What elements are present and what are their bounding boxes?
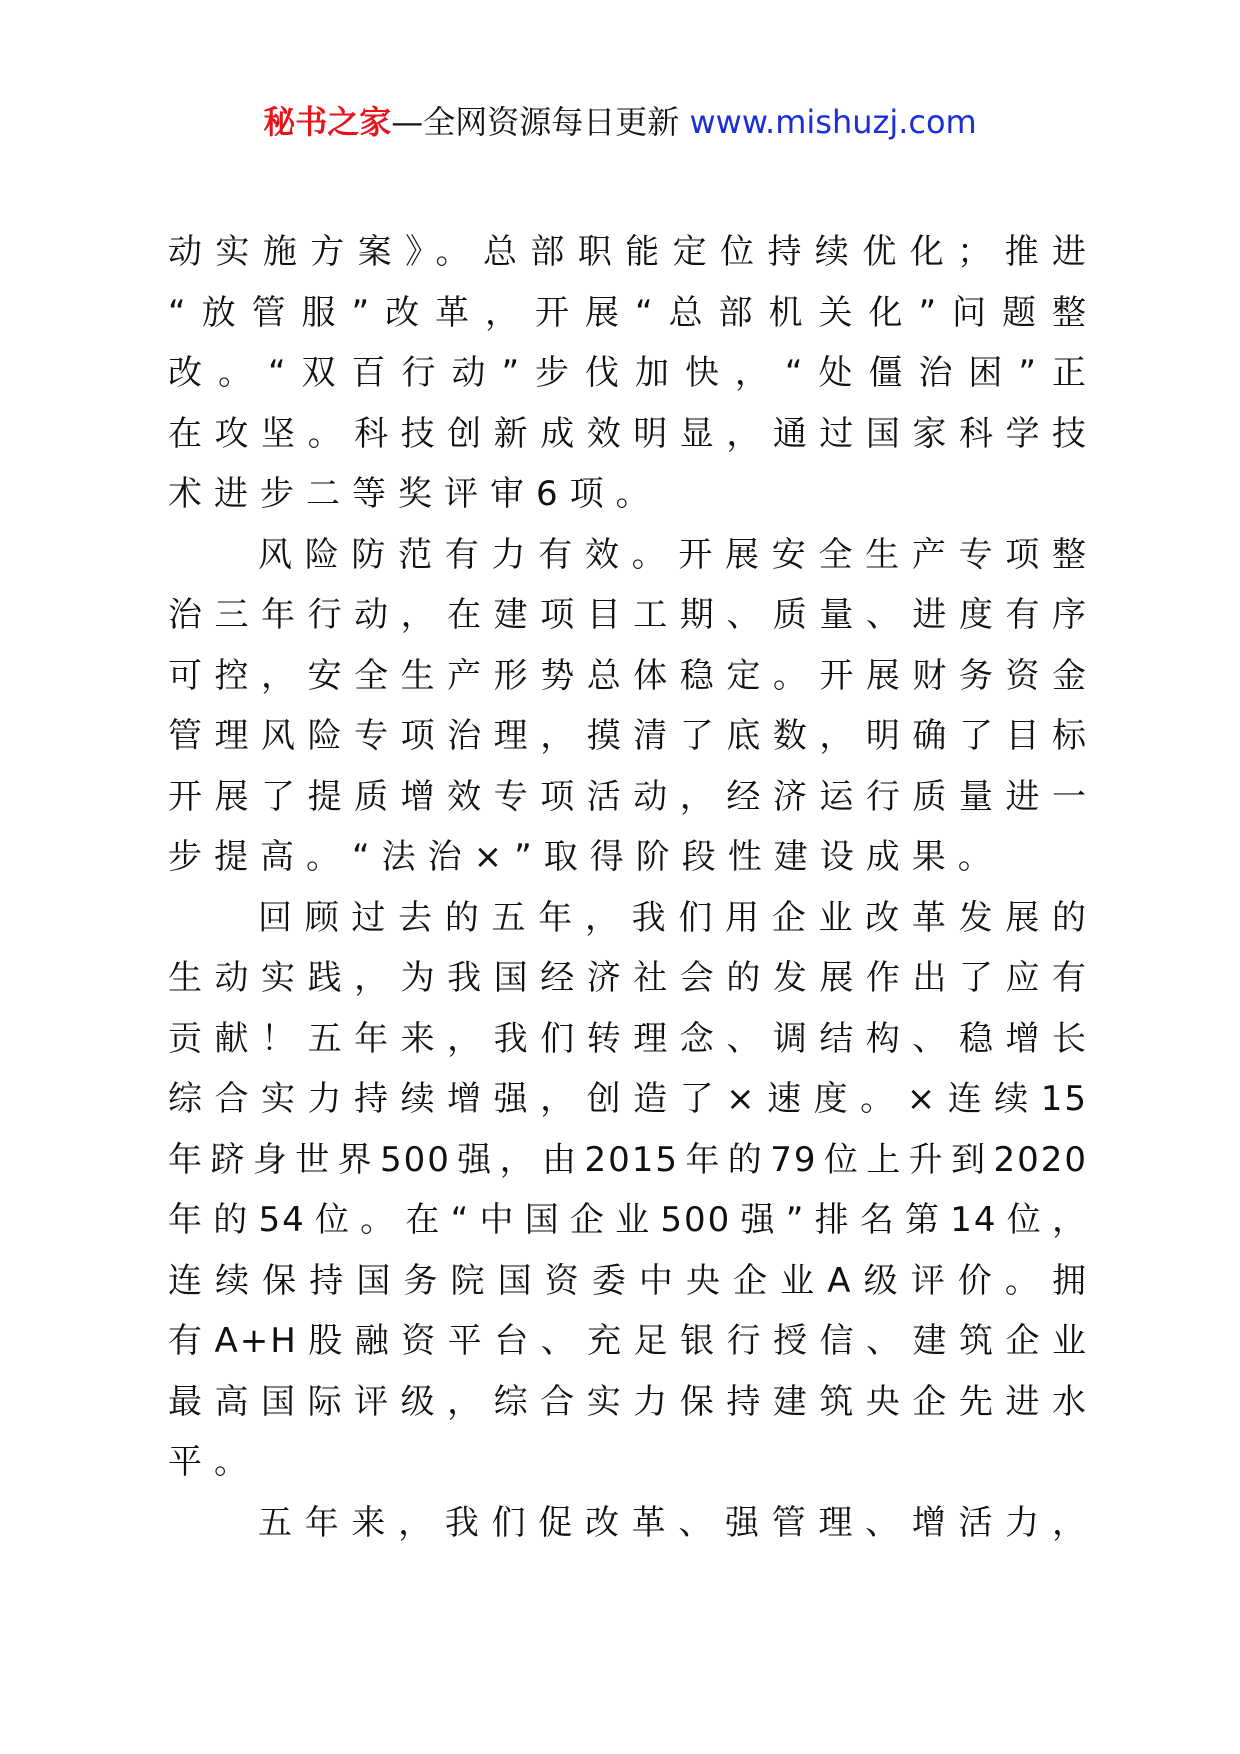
text-line: 步提高。“法治×”取得阶段性建设成果。 bbox=[168, 837, 1004, 877]
text-line: 五年来，我们促改革、强管理、增活力， bbox=[258, 1502, 1088, 1543]
document-body bbox=[168, 222, 1088, 1553]
text-line: 最高国际评级，综合实力保持建筑央企先进水 bbox=[168, 1381, 1088, 1422]
text-line: 术进步二等奖评审6项。 bbox=[168, 474, 662, 514]
text-line: 生动实践，为我国经济社会的发展作出了应有 bbox=[168, 958, 1088, 998]
text-line: 管理风险专项治理，摸清了底数，明确了目标 bbox=[168, 716, 1088, 756]
site-brand: 秘书之家 bbox=[263, 103, 392, 141]
site-slogan: —全网资源每日更新 bbox=[391, 103, 680, 141]
text-line: 开展了提质增效专项活动，经济运行质量进一 bbox=[168, 776, 1088, 817]
text-line: 有A+H股融资平台、充足银行授信、建筑企业 bbox=[168, 1321, 1088, 1361]
text-line: 动实施方案》。总部职能定位持续优化；推进 bbox=[168, 232, 1088, 272]
text-line: 贡献！五年来，我们转理念、调结构、稳增长 bbox=[168, 1018, 1088, 1059]
text-line: 在攻坚。科技创新成效明显，通过国家科学技 bbox=[168, 413, 1088, 454]
text-line: 年跻身世界500强，由2015年的79位上升到2020 bbox=[168, 1139, 1088, 1180]
text-line: “放管服”改革，开展“总部机关化”问题整 bbox=[168, 292, 1088, 333]
text-line: 综合实力持续增强，创造了×速度。×连续15 bbox=[168, 1079, 1088, 1119]
text-line: 风险防范有力有效。开展安全生产专项整 bbox=[258, 534, 1088, 575]
site-header bbox=[0, 98, 1240, 146]
site-url-link[interactable]: www.mishuzj.com bbox=[689, 103, 977, 141]
text-line: 回顾过去的五年，我们用企业改革发展的 bbox=[258, 897, 1088, 938]
text-line: 可控，安全生产形势总体稳定。开展财务资金 bbox=[168, 655, 1088, 696]
text-line: 改。“双百行动”步伐加快，“处僵治困”正 bbox=[168, 353, 1088, 393]
text-line: 连续保持国务院国资委中央企业A级评价。拥 bbox=[168, 1260, 1088, 1301]
text-line: 平。 bbox=[168, 1442, 260, 1482]
text-line: 年的54位。在“中国企业500强”排名第14位， bbox=[168, 1200, 1088, 1240]
text-line: 治三年行动，在建项目工期、质量、进度有序 bbox=[168, 595, 1088, 635]
